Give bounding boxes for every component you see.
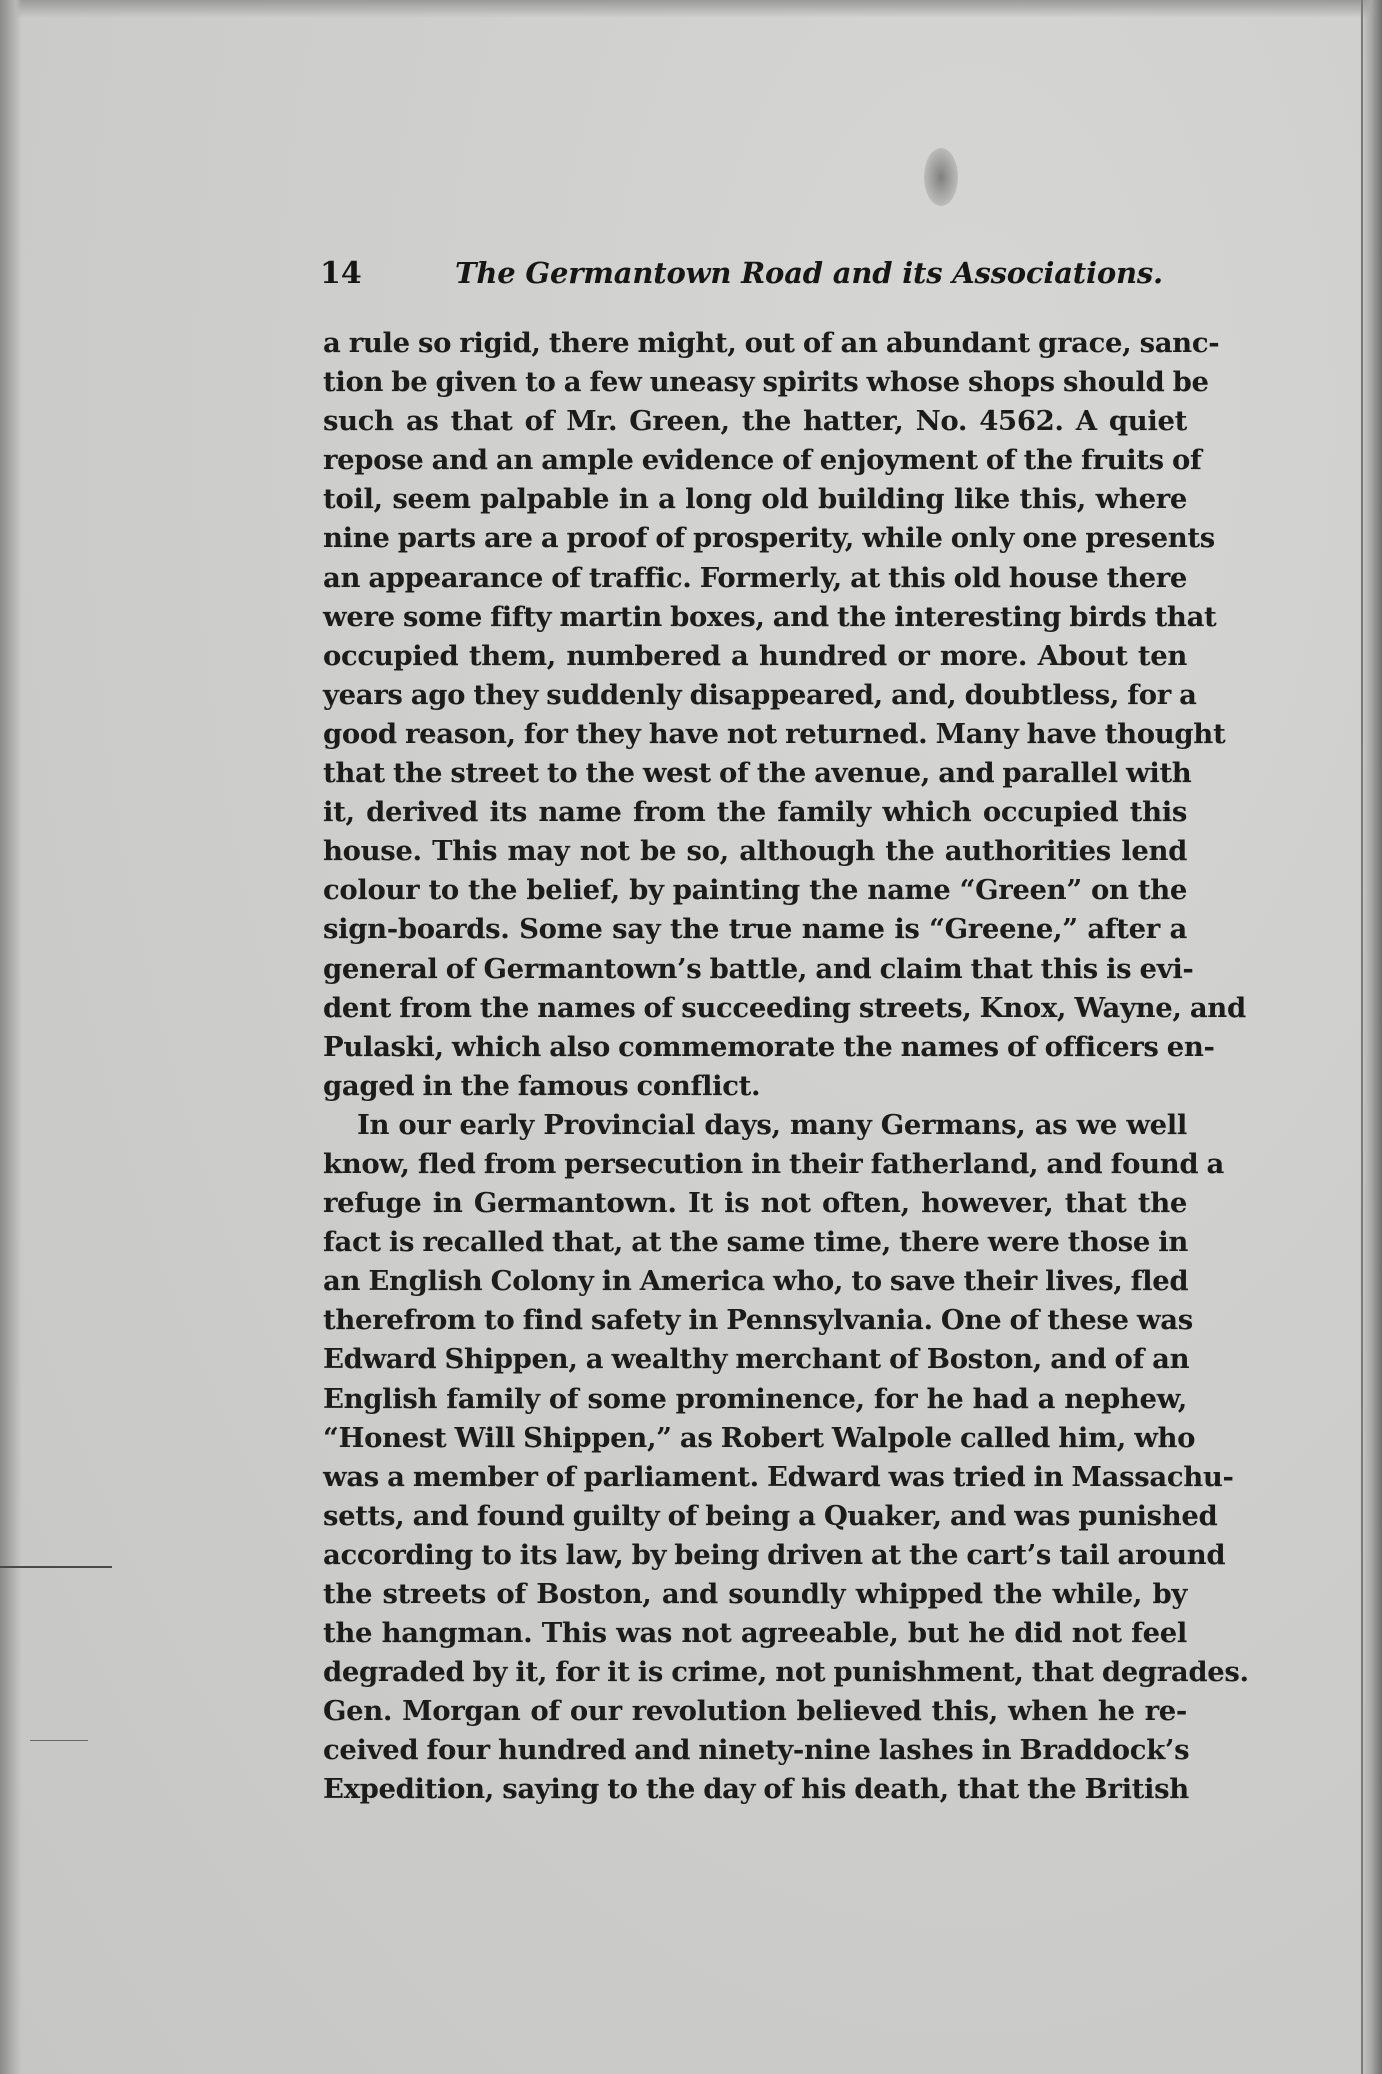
text-line: such as that of Mr. Green, the hatter, No. 4562. A quiet [323, 405, 1187, 438]
margin-rule-mark [0, 1566, 112, 1568]
text-line: refuge in Germantown. It is not often, however, that the [323, 1187, 1187, 1220]
text-line: fact is recalled that, at the same time, there were those in [323, 1226, 1189, 1259]
text-line: the hangman. This was not agreeable, but he did not feel [323, 1617, 1187, 1650]
body-text [323, 324, 1249, 1810]
binding-line [1361, 0, 1363, 2074]
text-line: good reason, for they have not returned. Many have thought [323, 717, 1226, 750]
text-line: general of Germantown’s battle, and claim that this is evi- [323, 952, 1194, 985]
ink-smudge [924, 148, 958, 206]
text-line: degraded by it, for it is crime, not punishment, that degrades. [323, 1656, 1249, 1689]
text-line: nine parts are a proof of prosperity, while only one presents [323, 522, 1215, 555]
text-line: colour to the belief, by painting the name “Green” on the [323, 874, 1187, 907]
text-line: dent from the names of succeeding streets, Knox, Wayne, and [323, 991, 1246, 1024]
text-line: were some fifty martin boxes, and the interesting birds that [323, 600, 1217, 633]
page-number: 14 [320, 256, 362, 291]
text-line: toil, seem palpable in a long old building like this, where [323, 483, 1187, 516]
text-line: “Honest Will Shippen,” as Robert Walpole called him, who [323, 1421, 1196, 1454]
text-line: the streets of Boston, and soundly whipped the while, by [323, 1578, 1187, 1610]
page-header [320, 256, 1163, 300]
text-line: it, derived its name from the family which occupied this [323, 796, 1187, 829]
text-line: an English Colony in America who, to save their lives, fled [323, 1265, 1189, 1298]
text-line: house. This may not be so, although the authorities lend [323, 835, 1187, 868]
text-line: gaged in the famous conflict. [323, 1069, 761, 1102]
text-line: a rule so rigid, there might, out of an abundant grace, sanc- [323, 327, 1220, 359]
text-line: setts, and found guilty of being a Quaker, and was punished [323, 1499, 1218, 1532]
margin-rule-mark-small [30, 1740, 88, 1741]
text-line: Pulaski, which also commemorate the names of officers en- [323, 1030, 1215, 1063]
text-line: that the street to the west of the avenue, and parallel with [323, 757, 1192, 790]
page-edge-left [0, 0, 22, 2074]
text-line: an appearance of traffic. Formerly, at this old house there [323, 561, 1188, 594]
text-line: therefrom to find safety in Pennsylvania. One of these was [323, 1304, 1193, 1337]
text-line: according to its law, by being driven at the cart’s tail around [323, 1538, 1226, 1571]
page-edge-right [1360, 0, 1382, 2074]
text-line: English family of some prominence, for he had a nephew, [323, 1382, 1187, 1415]
text-line: know, fled from persecution in their fatherland, and found a [323, 1147, 1224, 1180]
text-line: Expedition, saying to the day of his death, that the British [323, 1773, 1189, 1806]
text-line: tion be given to a few uneasy spirits whose shops should be [323, 366, 1209, 399]
text-line: ceived four hundred and ninety-nine lashes in Braddock’s [323, 1734, 1190, 1767]
text-line: occupied them, numbered a hundred or more. About ten [323, 639, 1187, 672]
text-line: Gen. Morgan of our revolution believed this, when he re- [323, 1695, 1187, 1728]
text-line: years ago they suddenly disappeared, and, doubtless, for a [323, 678, 1197, 711]
text-line: Edward Shippen, a wealthy merchant of Boston, and of an [323, 1343, 1190, 1376]
running-title: The Germantown Road and its Associations. [455, 256, 1163, 290]
page-edge-top [0, 0, 1382, 18]
text-line: was a member of parliament. Edward was tried in Massachu- [323, 1460, 1234, 1493]
text-line: sign-boards. Some say the true name is “Greene,” after a [323, 913, 1187, 946]
text-line: repose and an ample evidence of enjoyment of the fruits of [323, 444, 1202, 477]
text-line: In our early Provincial days, many Germans, as we well [357, 1108, 1187, 1141]
